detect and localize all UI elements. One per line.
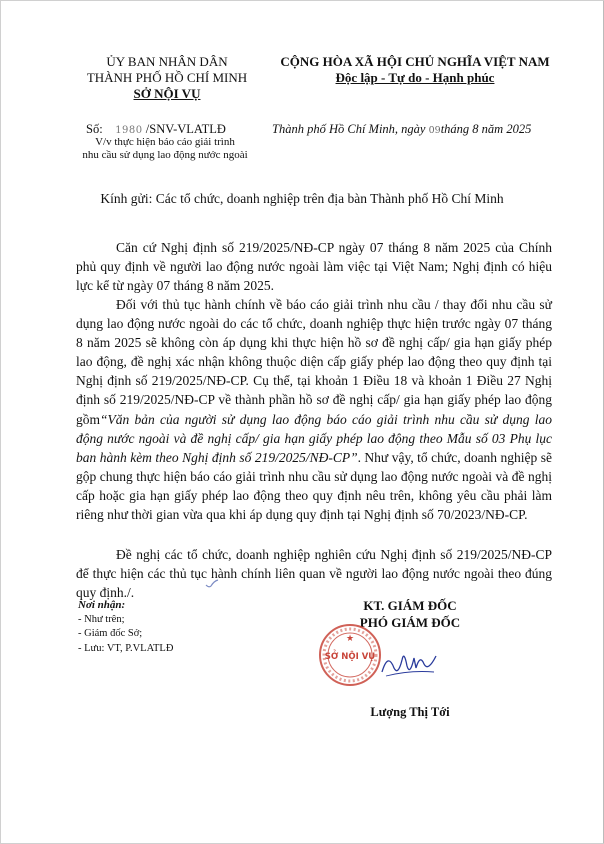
place-date <box>272 122 531 137</box>
p2-text-end: . Như vậy, tổ chức, doanh nghiệp sẽ gộp chung thực hiện báo cáo giải trình nhu cầu sử dụng lao động nước ngoài và đề nghị cấp hoặc gia hạn giấy phép lao động theo quy định nêu trên, không yêu cầu phải làm riêng như thời gian vừa qua khi áp dụng quy định tại Nghị định số 70/2023/NĐ-CP. <box>76 449 552 523</box>
place-date-day: 09 <box>428 125 441 136</box>
official-seal-stamp <box>318 623 382 687</box>
agency-line-1: ỦY BAN NHÂN DÂN <box>106 54 228 69</box>
issuing-agency <box>60 54 274 102</box>
addressee: Kính gửi: Các tổ chức, doanh nghiệp trên địa bàn Thành phố Hồ Chí Minh <box>100 191 504 206</box>
document-subject <box>60 136 270 162</box>
recipients-title: Nơi nhận: <box>78 599 126 611</box>
subject-line-1: V/v thực hiện báo cáo giải trình <box>95 136 235 148</box>
place-date-prefix: Thành phố Hồ Chí Minh, ngày <box>272 122 429 136</box>
agency-line-2: THÀNH PHỐ HỒ CHÍ MINH <box>86 70 248 85</box>
recipient-item: - Giám đốc Sở; <box>78 628 143 639</box>
nation-motto: Độc lập - Tự do - Hạnh phúc <box>335 70 495 85</box>
signature-line-1: KT. GIÁM ĐỐC <box>363 598 457 613</box>
recipient-item: - Như trên; <box>78 613 125 625</box>
body-paragraph-3: Đề nghị các tổ chức, doanh nghiệp nghiên cứu Nghị định số 219/2025/NĐ-CP để thực hiện các thủ tục hành chính liên quan về người lao động nước ngoài theo đúng quy định./. <box>76 547 552 601</box>
nation-title: CỘNG HÒA XÃ HỘI CHỦ NGHĨA VIỆT NAM <box>280 54 550 69</box>
national-header <box>265 54 565 86</box>
recipients-list <box>78 598 278 656</box>
handwritten-signature <box>380 642 440 682</box>
svg-text:★: ★ <box>345 634 355 644</box>
agency-department: SỞ NỘI VỤ <box>133 86 201 101</box>
p2-quote: “Văn bản của người sử dụng lao động báo cáo giải trình nhu cầu sử dụng lao động nước ngoài và đề nghị cấp/ gia hạn giấy phép lao động theo Mẫu số 03 Phụ lục ban hành kèm theo Nghị định số 219/2025/NĐ-CP” <box>76 411 552 465</box>
doc-number-prefix: Số: <box>86 122 103 136</box>
signer-name: Lượng Thị Tới <box>370 705 450 719</box>
body-paragraph-2 <box>76 295 552 524</box>
p2-text-start: Đối với thủ tục hành chính về báo cáo giải trình nhu cầu / thay đổi nhu cầu sử dụng lao động nước ngoài do các tổ chức, doanh nghiệp thực hiện trước ngày 07 tháng 8 năm 2025 sẽ không còn áp dụng khi thực hiện hồ sơ đề nghị cấp/ gia hạn giấy phép lao động, đề nghị xác nhận không thuộc diện cấp giấy phép lao động theo quy định tại Nghị định số 219/2025/NĐ-CP. Cụ thể, tại khoản 1 Điều 18 và khoản 1 Điều 27 Nghị định số 219/2025/NĐ-CP về thành phần hồ sơ đề nghị cấp/ gia hạn giấy phép lao động gồm <box>76 297 552 427</box>
recipient-item: - Lưu: VT, P.VLATLĐ <box>78 642 174 654</box>
initial-mark-icon <box>205 578 219 590</box>
subject-line-2: nhu cầu sử dụng lao động nước ngoài <box>82 149 248 161</box>
signature-line-2: PHÓ GIÁM ĐỐC <box>359 615 461 630</box>
document-number <box>86 122 226 137</box>
stamp-text: SỞ NỘI VỤ <box>324 652 376 662</box>
doc-number-suffix: /SNV-VLATLĐ <box>145 122 226 136</box>
doc-number-value: 1980 <box>115 125 143 136</box>
body-paragraph-1: Căn cứ Nghị định số 219/2025/NĐ-CP ngày 07 tháng 8 năm 2025 của Chính phủ quy định về người lao động nước ngoài làm việc tại Việt Nam; Nghị định có hiệu lực kể từ ngày 07 tháng 8 năm 2025. <box>76 240 552 294</box>
place-date-suffix: tháng 8 năm 2025 <box>440 122 532 136</box>
